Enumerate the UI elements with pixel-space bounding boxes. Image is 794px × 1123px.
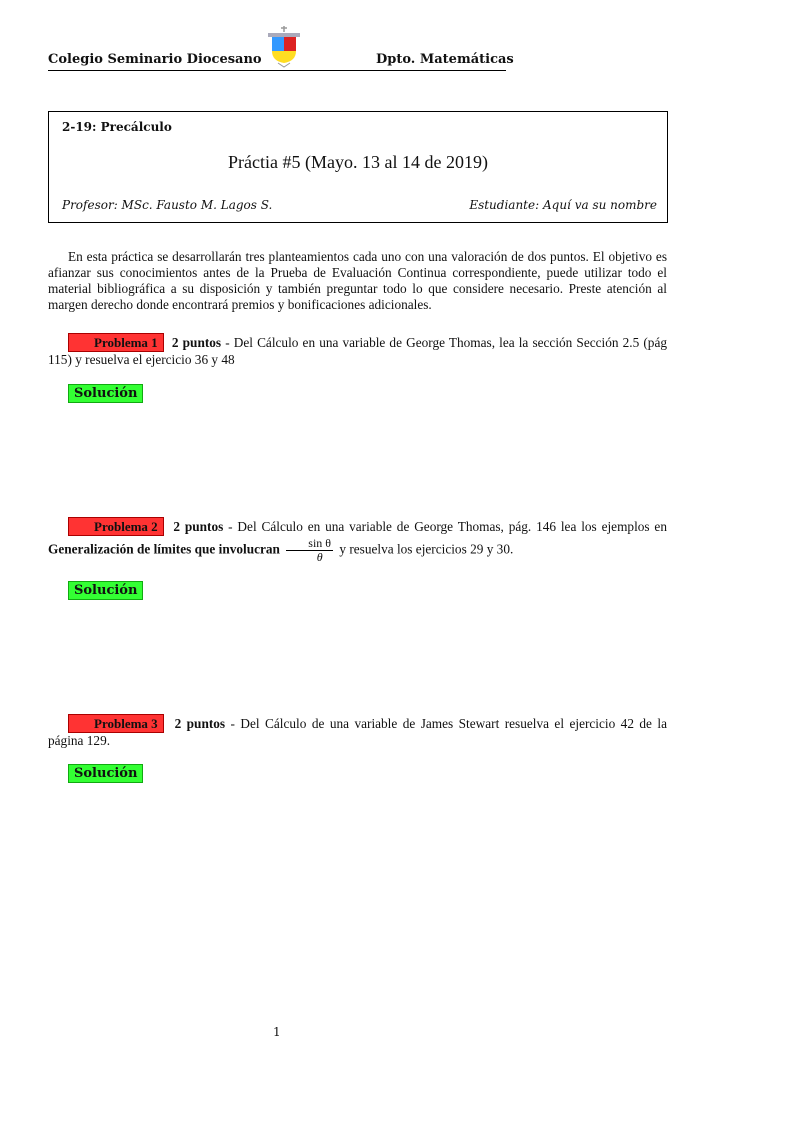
problem-2-topic: Generalización de límites que involucran: [48, 541, 280, 557]
problem-1-points: 2 puntos: [171, 335, 222, 350]
problem-2-text: - Del Cálculo en una variable de George Thomas, pág. 146 lea los ejemplos en: [223, 519, 667, 534]
solution-2-label: Solución: [68, 581, 143, 600]
problem-2-text-end: y resuelva los ejercicios 29 y 30.: [336, 541, 514, 557]
teacher-name: Profesor: MSc. Fausto M. Lagos S.: [62, 198, 273, 212]
course-label: 2-19: Precálculo: [62, 120, 172, 134]
problem-3-label: Problema 3: [68, 714, 164, 733]
student-name: Estudiante: Aquí va su nombre: [469, 198, 657, 212]
school-name: Colegio Seminario Diocesano: [48, 52, 262, 67]
solution-3-label: Solución: [68, 764, 143, 783]
problem-3: [48, 714, 667, 749]
problem-1-label: Problema 1: [68, 333, 164, 352]
problem-1-text: - Del Cálculo en una variable de George Thomas, lea la sección Sección 2.5 (pág 115) y resuelva el ejercicio 36 y 48: [48, 335, 667, 367]
header-rule: [48, 70, 506, 71]
school-crest-logo: [262, 24, 306, 68]
problem-2: [48, 517, 667, 564]
problem-2-points: 2 puntos: [173, 519, 224, 534]
page-number: 1: [273, 1025, 281, 1039]
problem-1: [48, 333, 667, 368]
sin-theta-fraction: [286, 537, 333, 564]
fraction-denominator: θ: [316, 550, 323, 564]
solution-1-label: Solución: [68, 384, 143, 403]
problem-3-text: - Del Cálculo de una variable de James Stewart resuelva el ejercicio 42 de la página 129.: [48, 716, 667, 748]
problem-2-label: Problema 2: [68, 517, 164, 536]
page-title: Práctia #5 (Mayo. 13 al 14 de 2019): [228, 152, 488, 172]
intro-paragraph: En esta práctica se desarrollarán tres planteamientos cada uno con una valoración de dos puntos. El objetivo es afianzar sus conocimientos antes de la Prueba de Evaluación Continua correspondiente, puede utilizar todo el material bibliográfica a su disposición y también preguntar todo lo que considere necesario. Preste atención al margen derecho donde encontrará premios y bonificaciones adicionales.: [48, 249, 667, 312]
department-name: Dpto. Matemáticas: [376, 52, 514, 67]
fraction-numerator: sin θ: [286, 537, 333, 551]
title-box: [48, 111, 668, 223]
problem-3-points: 2 puntos: [174, 716, 226, 731]
